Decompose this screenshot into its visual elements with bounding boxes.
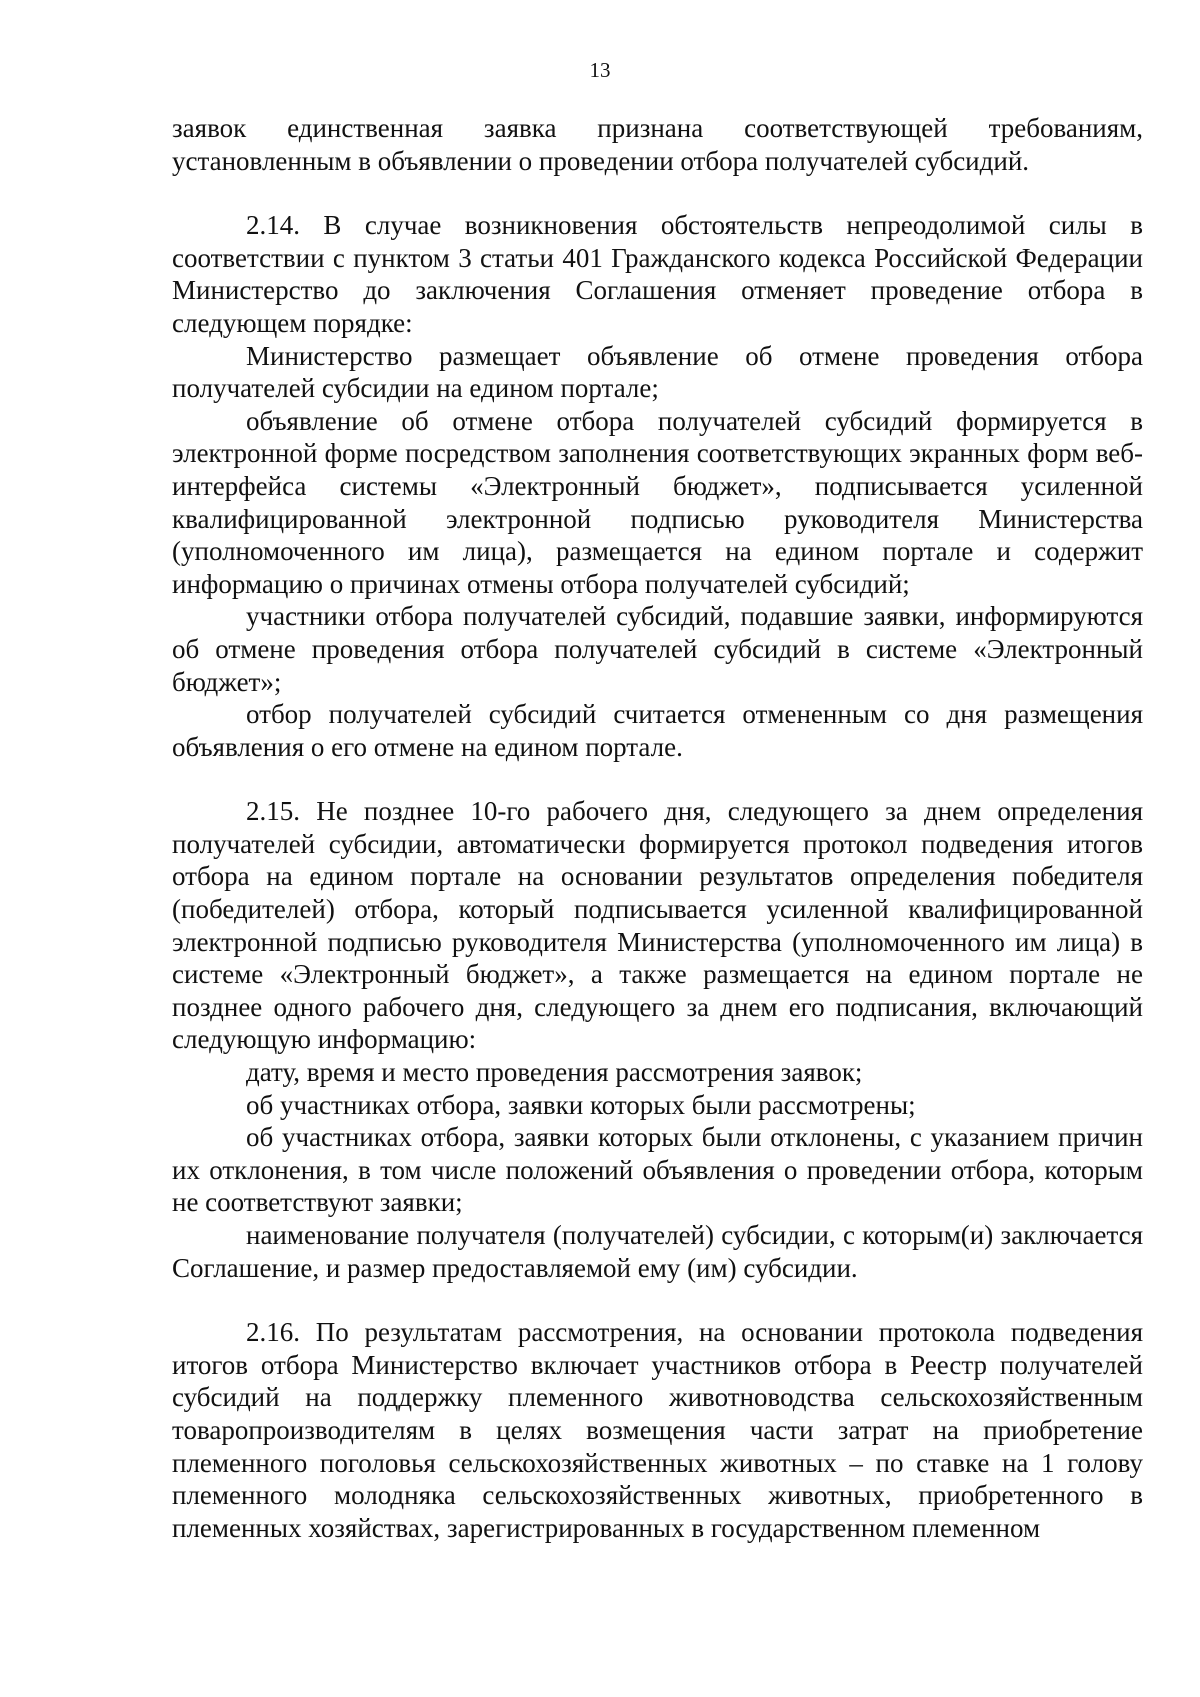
- paragraph-list-item: участники отбора получателей субсидий, подавшие заявки, информируются об отмене проведения отбора получателей субсидий в системе «Электронный бюджет»;: [172, 601, 1143, 697]
- paragraph-list-item: дату, время и место проведения рассмотрения заявок;: [246, 1057, 863, 1088]
- paragraph-list-item: об участниках отбора, заявки которых были рассмотрены;: [246, 1089, 916, 1120]
- paragraph-list-item: объявление об отмене отбора получателей субсидий формируется в электронной форме посредством заполнения соответствующих экранных форм веб-интерфейса системы «Электронный бюджет», подписывается усиленной квалифицированной электронной подписью руководителя Министерства (уполномоченного им лица), размещается на едином портале и содержит информацию о причинах отмены отбора получателей субсидий;: [172, 405, 1143, 599]
- paragraph-section-2-15: 2.15. Не позднее 10-го рабочего дня, следующего за днем определения получателей субсидии, автоматически формируется протокол подведения итогов отбора на едином портале на основании результатов определения победителя (победителей) отбора, который подписывается усиленной квалифицированной электронной подписью руководителя Министерства (уполномоченного им лица) в системе «Электронный бюджет», а также размещается на едином портале не позднее одного рабочего дня, следующего за днем его подписания, включающий следующую информацию:: [172, 796, 1143, 1055]
- paragraph-list-item: об участниках отбора, заявки которых были отклонены, с указанием причин их отклонения, в том числе положений объявления о проведении отбора, которым не соответствуют заявки;: [172, 1122, 1143, 1218]
- paragraph-list-item: наименование получателя (получателей) субсидии, с которым(и) заключается Соглашение, и размер предоставляемой ему (им) субсидии.: [172, 1220, 1143, 1283]
- page-number: 13: [589, 58, 611, 82]
- paragraph-section-2-16: 2.16. По результатам рассмотрения, на основании протокола подведения итогов отбора Министерство включает участников отбора в Реестр получателей субсидий на поддержку племенного животноводства сельскохозяйственным товаропроизводителям в целях возмещения части затрат на приобретение племенного поголовья сельскохозяйственных животных – по ставке на 1 голову племенного молодняка сельскохозяйственных животных, приобретенного в племенных хозяйствах, зарегистрированных в государственном племенном: [172, 1317, 1143, 1543]
- paragraph-continuation: заявок единственная заявка признана соответствующей требованиям, установленным в объявлении о проведении отбора получателей субсидий.: [172, 113, 1143, 176]
- paragraph-list-item: Министерство размещает объявление об отмене проведения отбора получателей субсидии на едином портале;: [172, 340, 1143, 404]
- paragraph-section-2-14: 2.14. В случае возникновения обстоятельств непреодолимой силы в соответствии с пунктом 3 статьи 401 Гражданского кодекса Российской Федерации Министерство до заключения Соглашения отменяет проведение отбора в следующем порядке:: [172, 210, 1143, 338]
- paragraph-list-item: отбор получателей субсидий считается отмененным со дня размещения объявления о его отмене на едином портале.: [172, 699, 1143, 762]
- document-body: [172, 112, 1143, 1544]
